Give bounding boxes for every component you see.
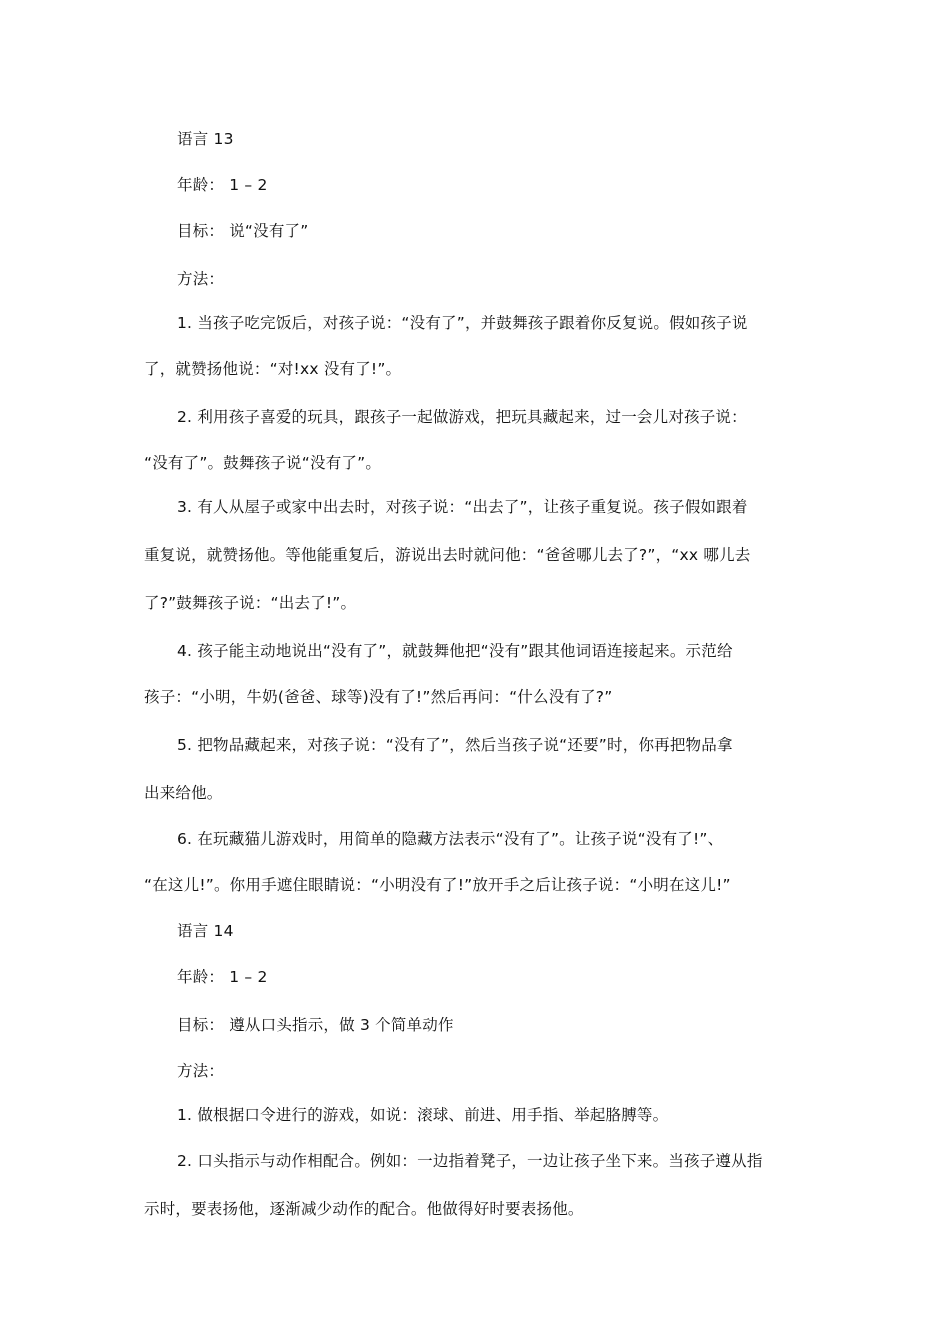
paragraph-line: “没有了”。鼓舞孩子说“没有了”。 — [144, 454, 382, 472]
paragraph-line: “在这儿!”。你用手遮住眼睛说：“小明没有了!”放开手之后让孩子说：“小明在这儿!” — [144, 876, 731, 894]
paragraph-line: 了?”鼓舞孩子说：“出去了!”。 — [144, 594, 357, 612]
method-label: 方法： — [177, 270, 225, 288]
paragraph-line: 出来给他。 — [144, 784, 223, 802]
method-label: 方法： — [177, 1062, 225, 1080]
paragraph-line: 3. 有人从屋子或家中出去时，对孩子说：“出去了”，让孩子重复说。孩子假如跟着 — [177, 498, 748, 516]
paragraph-line: 1. 做根据口令进行的游戏，如说：滚球、前进、用手指、举起胳膊等。 — [177, 1106, 669, 1124]
section-heading: 语言 13 — [177, 130, 234, 148]
paragraph-line: 2. 利用孩子喜爱的玩具，跟孩子一起做游戏，把玩具藏起来，过一会儿对孩子说： — [177, 408, 747, 426]
paragraph-line: 4. 孩子能主动地说出“没有了”，就鼓舞他把“没有”跟其他词语连接起来。示范给 — [177, 642, 733, 660]
paragraph-line: 1. 当孩子吃完饭后，对孩子说：“没有了”，并鼓舞孩子跟着你反复说。假如孩子说 — [177, 314, 748, 332]
age-line: 年龄： 1 – 2 — [177, 176, 268, 194]
paragraph-line: 重复说，就赞扬他。等他能重复后，游说出去时就问他：“爸爸哪儿去了?”，“xx 哪儿去 — [144, 546, 751, 564]
goal-line: 目标： 说“没有了” — [177, 222, 309, 240]
paragraph-line: 2. 口头指示与动作相配合。例如：一边指着凳子，一边让孩子坐下来。当孩子遵从指 — [177, 1152, 763, 1170]
paragraph-line: 5. 把物品藏起来，对孩子说：“没有了”，然后当孩子说“还要”时，你再把物品拿 — [177, 736, 733, 754]
age-line: 年龄： 1 – 2 — [177, 968, 268, 986]
paragraph-line: 孩子：“小明，牛奶(爸爸、球等)没有了!”然后再问：“什么没有了?” — [144, 688, 613, 706]
paragraph-line: 了，就赞扬他说：“对!xx 没有了!”。 — [144, 360, 402, 378]
paragraph-line: 6. 在玩藏猫儿游戏时，用简单的隐藏方法表示“没有了”。让孩子说“没有了!”、 — [177, 830, 724, 848]
section-heading: 语言 14 — [177, 922, 234, 940]
goal-line: 目标： 遵从口头指示，做 3 个简单动作 — [177, 1016, 454, 1034]
paragraph-line: 示时，要表扬他，逐渐减少动作的配合。他做得好时要表扬他。 — [144, 1200, 584, 1218]
